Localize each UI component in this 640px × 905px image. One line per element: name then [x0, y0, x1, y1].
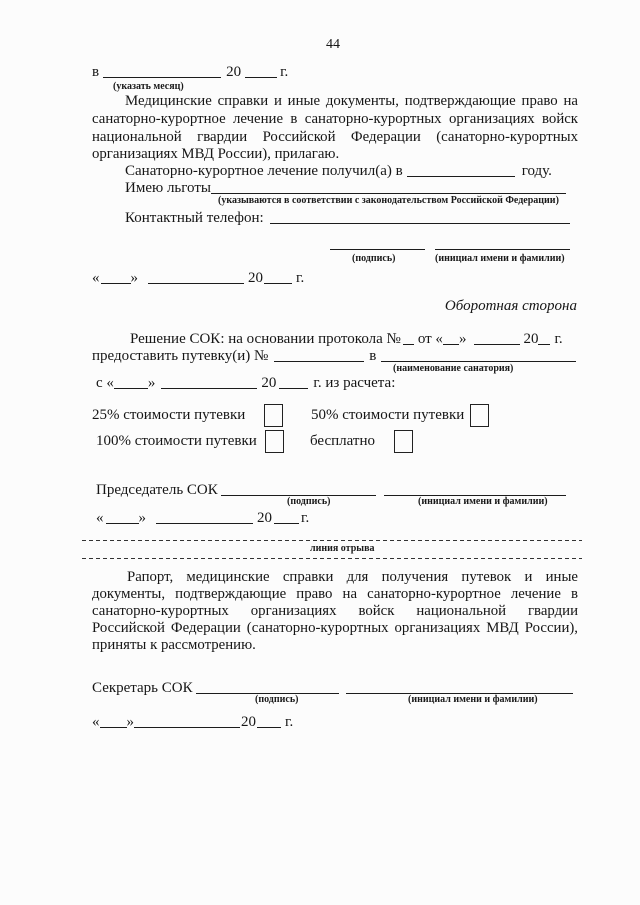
month-blank	[103, 65, 221, 78]
date-day-blank	[100, 715, 127, 728]
receipt-line: Российской Федерации (санаторно-курортных организациях МВД России),	[92, 620, 578, 636]
date-century: 20	[248, 270, 263, 286]
secretary-signature-hint: (подпись)	[255, 694, 299, 705]
period-suffix: г. из расчета:	[313, 375, 396, 391]
receipt-line: Рапорт, медицинские справки для получения путевок и иные	[127, 569, 578, 585]
option-free-label: бесплатно	[310, 433, 375, 449]
page-number: 44	[326, 37, 340, 52]
protocol-day-blank	[443, 332, 459, 345]
date-month-blank	[134, 715, 240, 728]
attachments-line: национальной гвардии Российской Федерации (санаторно-курортных	[92, 129, 578, 145]
attachments-line: организациях МВД России), прилагаю.	[92, 146, 340, 162]
reverse-side-title: Оборотная сторона	[444, 298, 577, 314]
voucher-prefix: предоставить путевку(и) №	[92, 348, 269, 364]
sanatorium-blank	[381, 349, 576, 362]
attachments-line: Медицинские справки и иные документы, подтверждающие право на	[125, 93, 578, 109]
tear-line-bottom	[82, 558, 582, 559]
date-close-quote: »	[126, 714, 134, 730]
year-suffix: г.	[280, 64, 289, 80]
option-free-checkbox	[394, 430, 413, 453]
period-year-blank	[279, 376, 308, 389]
protocol-date-from: от «	[417, 331, 443, 347]
date-year-blank	[257, 715, 281, 728]
applicant-name-hint: (инициал имени и фамилии)	[435, 253, 565, 264]
option-25-checkbox	[264, 404, 283, 427]
protocol-close-quote: »	[458, 331, 467, 347]
attachments-line: санаторно-курортное лечение в санаторно-курортных организациях войск	[92, 111, 578, 127]
applicant-signature-blank	[330, 237, 425, 250]
date-year-suffix: г.	[301, 510, 310, 526]
chairman-label: Председатель СОК	[96, 482, 218, 498]
protocol-year-suffix: г.	[554, 331, 563, 347]
applicant-date-line	[92, 269, 304, 287]
phone-label: Контактный телефон:	[125, 210, 264, 226]
period-day-blank	[114, 376, 148, 389]
date-close-quote: »	[138, 510, 146, 526]
benefits-label: Имею льготы	[125, 180, 211, 196]
voucher-in: в	[369, 348, 377, 364]
date-open-quote: «	[96, 510, 104, 526]
protocol-century: 20	[523, 331, 539, 347]
treatment-year-blank	[407, 164, 515, 177]
year-century: 20	[226, 64, 242, 80]
decision-protocol-prefix: Решение СОК: на основании протокола №	[130, 331, 401, 347]
chairman-date-line	[96, 509, 309, 527]
protocol-month-blank	[474, 332, 520, 345]
date-year-suffix: г.	[296, 270, 305, 286]
chairman-signature-blank	[221, 483, 376, 496]
date-month-blank	[156, 511, 253, 524]
period-month-blank	[161, 376, 257, 389]
receipt-line: санаторно-курортных организациях войск национальной гвардии	[92, 603, 578, 619]
previous-treatment-line	[125, 162, 552, 180]
year-blank	[245, 65, 277, 78]
applicant-signature-hint: (подпись)	[352, 253, 396, 264]
date-year-suffix: г.	[285, 714, 294, 730]
month-prefix: в	[92, 64, 100, 80]
decision-period-line	[96, 374, 395, 392]
month-line	[92, 63, 288, 81]
voucher-number-blank	[274, 349, 364, 362]
option-25-label: 25% стоимости путевки	[92, 407, 246, 423]
period-close-quote: »	[147, 375, 156, 391]
date-open-quote: «	[92, 270, 100, 286]
date-day-blank	[101, 271, 131, 284]
secretary-name-hint: (инициал имени и фамилии)	[408, 694, 538, 705]
date-year-blank	[264, 271, 292, 284]
secretary-name-blank	[346, 681, 573, 694]
benefits-hint: (указываются в соответствии с законодательством Российской Федерации)	[218, 195, 559, 206]
protocol-year-blank	[538, 332, 550, 345]
previous-treatment-prefix: Санаторно-курортное лечение получил(а) в	[125, 163, 403, 179]
phone-line	[125, 209, 570, 227]
option-50-label: 50% стоимости путевки	[311, 407, 465, 423]
date-year-blank	[274, 511, 299, 524]
tear-line-top	[82, 540, 582, 541]
previous-treatment-suffix: году.	[521, 163, 552, 179]
chairman-signature-hint: (подпись)	[287, 496, 331, 507]
month-hint: (указать месяц)	[113, 81, 184, 92]
sanatorium-hint: (наименование санатория)	[393, 363, 514, 374]
chairman-name-hint: (инициал имени и фамилии)	[418, 496, 548, 507]
receipt-line: документы, подтверждающие право на санаторно-курортное лечение в	[92, 586, 578, 602]
receipt-line: приняты к рассмотрению.	[92, 637, 256, 653]
option-100-checkbox	[265, 430, 284, 453]
option-50-checkbox	[470, 404, 489, 427]
secretary-label: Секретарь СОК	[92, 680, 193, 696]
date-day-blank	[106, 511, 139, 524]
date-close-quote: »	[130, 270, 138, 286]
secretary-signature-blank	[196, 681, 339, 694]
option-100-label: 100% стоимости путевки	[96, 433, 257, 449]
date-month-blank	[148, 271, 244, 284]
benefits-blank	[211, 181, 566, 194]
secretary-date-line	[92, 713, 293, 731]
chairman-name-blank	[384, 483, 566, 496]
decision-protocol-line	[130, 330, 563, 348]
tear-line-label: линия отрыва	[310, 543, 375, 554]
applicant-name-blank	[435, 237, 570, 250]
period-prefix: с «	[96, 375, 114, 391]
protocol-number-blank	[403, 332, 414, 345]
date-open-quote: «	[92, 714, 100, 730]
period-century: 20	[261, 375, 277, 391]
phone-blank	[270, 211, 570, 224]
date-century: 20	[257, 510, 272, 526]
date-century: 20	[241, 714, 256, 730]
